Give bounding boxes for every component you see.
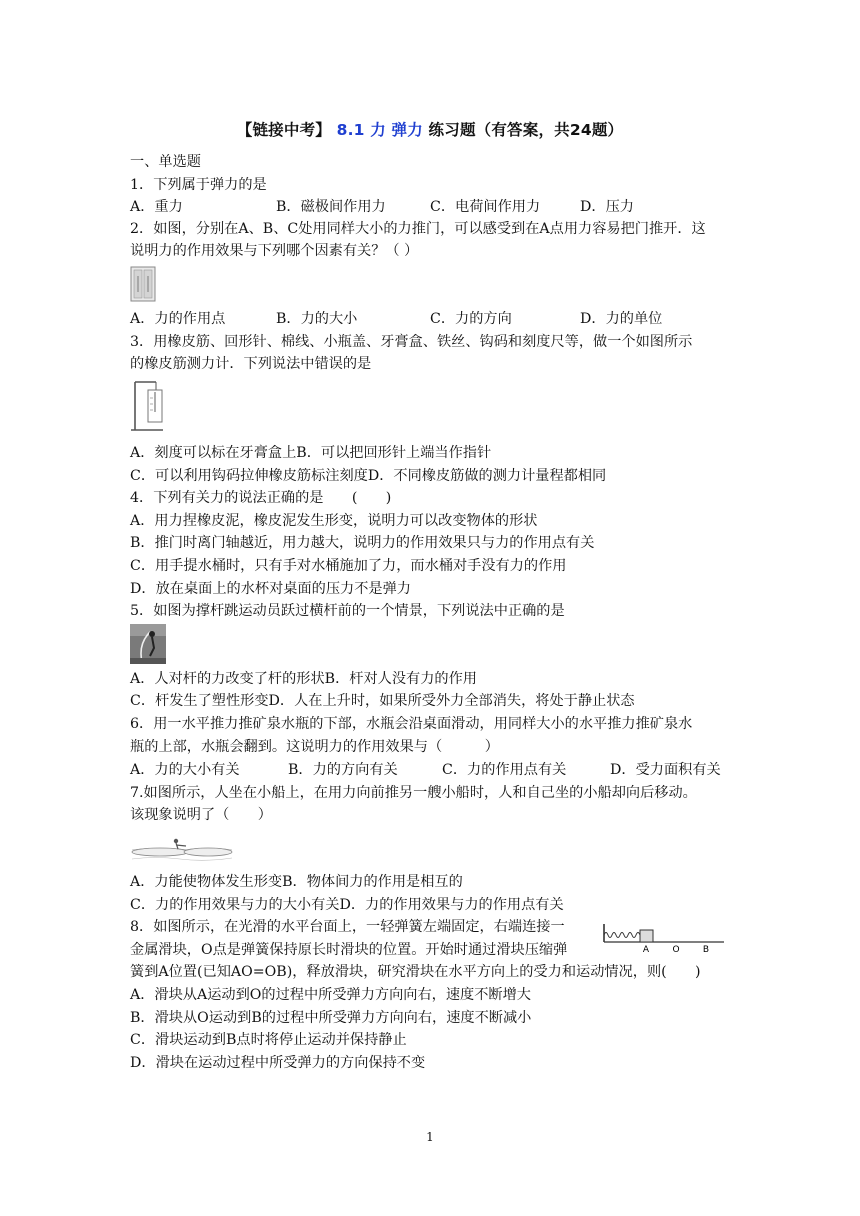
title-topic: 8.1 力 弹力 bbox=[336, 121, 423, 139]
rubber-band-meter-figure bbox=[130, 378, 164, 432]
q1-stem: 1．下列属于弹力的是 bbox=[130, 177, 267, 193]
q2-option-c: C．力的方向 bbox=[430, 311, 512, 327]
spring-slider-figure bbox=[600, 920, 726, 954]
q8-stem-line2: 金属滑块，O点是弹簧保持原长时滑块的位置。开始时通过滑块压缩弹 bbox=[130, 942, 568, 958]
q6-option-a: A．力的大小有关 bbox=[130, 762, 240, 778]
q5-options-ab: A．人对杆的力改变了杆的形状B．杆对人没有力的作用 bbox=[130, 671, 477, 687]
q3-options-cd: C．可以利用钩码拉伸橡皮筋标注刻度D．不同橡皮筋做的测力计量程都相同 bbox=[130, 468, 607, 484]
q6-option-d: D．受力面积有关 bbox=[610, 762, 721, 778]
label-b: B bbox=[702, 945, 710, 954]
title-rest: 练习题（有答案，共24题） bbox=[428, 121, 624, 139]
q3-stem-line2: 的橡皮筋测力计．下列说法中错误的是 bbox=[130, 356, 372, 372]
door-figure bbox=[130, 266, 156, 302]
section-heading: 一、单选题 bbox=[130, 154, 201, 170]
q2-option-b: B．力的大小 bbox=[276, 311, 358, 327]
pole-vault-figure bbox=[130, 624, 166, 664]
boats-figure bbox=[130, 834, 234, 862]
q3-stem-line1: 3．用橡皮筋、回形针、棉线、小瓶盖、牙膏盒、铁丝、钩码和刻度尺等，做一个如图所示 bbox=[130, 334, 693, 350]
q7-stem-line2: 该现象说明了（ ） bbox=[130, 807, 272, 823]
q4-option-a: A．用力捏橡皮泥，橡皮泥发生形变，说明力可以改变物体的形状 bbox=[130, 513, 538, 529]
q7-options-cd: C．力的作用效果与力的大小有关D．力的作用效果与力的作用点有关 bbox=[130, 897, 564, 913]
q2-option-a: A．力的作用点 bbox=[130, 311, 226, 327]
page-number: 1 bbox=[426, 1130, 434, 1144]
q6-stem-line2: 瓶的上部，水瓶会翻到。这说明力的作用效果与（ ） bbox=[130, 739, 499, 755]
q1-option-b: B．磁极间作用力 bbox=[276, 199, 386, 215]
q8-stem-line1: 8．如图所示，在光滑的水平台面上，一轻弹簧左端固定，右端连接一 bbox=[130, 919, 565, 935]
label-o: O bbox=[672, 945, 680, 954]
q1-option-d: D．压力 bbox=[580, 199, 634, 215]
q8-option-d: D．滑块在运动过程中所受弹力的方向保持不变 bbox=[130, 1055, 426, 1071]
q6-option-b: B．力的方向有关 bbox=[288, 762, 398, 778]
q4-option-b: B．推门时离门轴越近，用力越大，说明力的作用效果只与力的作用点有关 bbox=[130, 535, 595, 551]
label-a: A bbox=[642, 945, 650, 954]
q2-option-d: D．力的单位 bbox=[580, 311, 663, 327]
q2-stem-line1: 2．如图，分别在A、B、C处用同样大小的力推门，可以感受到在A点用力容易把门推开．这 bbox=[130, 221, 706, 237]
q8-option-b: B．滑块从O运动到B的过程中所受弹力方向向右，速度不断减小 bbox=[130, 1010, 532, 1026]
q5-options-cd: C．杆发生了塑性形变D．人在上升时，如果所受外力全部消失，将处于静止状态 bbox=[130, 693, 635, 709]
q8-option-a: A．滑块从A运动到O的过程中所受弹力方向向右，速度不断增大 bbox=[130, 987, 531, 1003]
q8-option-c: C．滑块运动到B点时将停止运动并保持静止 bbox=[130, 1032, 407, 1048]
q7-options-ab: A．力能使物体发生形变B．物体间力的作用是相互的 bbox=[130, 874, 463, 890]
q7-stem-line1: 7.如图所示，人坐在小船上，在用力向前推另一艘小船时，人和自己坐的小船却向后移动。 bbox=[130, 785, 697, 801]
q5-stem: 5．如图为撑杆跳运动员跃过横杆前的一个情景，下列说法中正确的是 bbox=[130, 603, 565, 619]
q1-option-c: C．电荷间作用力 bbox=[430, 199, 541, 215]
q4-option-d: D．放在桌面上的水杯对桌面的压力不是弹力 bbox=[130, 581, 411, 597]
q4-stem: 4．下列有关力的说法正确的是 ( ) bbox=[130, 490, 392, 506]
q2-stem-line2: 说明力的作用效果与下列哪个因素有关？（ ） bbox=[130, 243, 419, 259]
q4-option-c: C．用手提水桶时，只有手对水桶施加了力，而水桶对手没有力的作用 bbox=[130, 558, 567, 574]
page-title bbox=[0, 118, 860, 140]
q8-stem-line3: 簧到A位置(已知AO=OB)，释放滑块，研究滑块在水平方向上的受力和运动情况，则( ) bbox=[130, 964, 701, 980]
q6-option-c: C．力的作用点有关 bbox=[442, 762, 567, 778]
q6-stem-line1: 6．用一水平推力推矿泉水瓶的下部，水瓶会沿桌面滑动，用同样大小的水平推力推矿泉水 bbox=[130, 716, 693, 732]
title-bracket: 【链接中考】 bbox=[236, 121, 331, 139]
q1-option-a: A．重力 bbox=[130, 199, 183, 215]
q3-options-ab: A．刻度可以标在牙膏盒上B．可以把回形针上端当作指针 bbox=[130, 445, 492, 461]
